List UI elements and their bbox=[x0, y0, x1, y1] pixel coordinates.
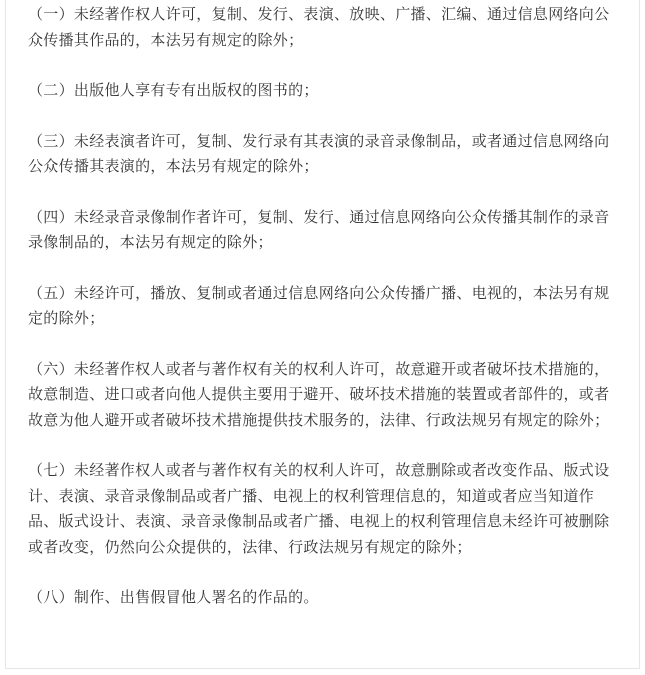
clause-7: （七）未经著作权人或者与著作权有关的权利人许可，故意删除或者改变作品、版式设计、表演、录音录像制品或者广播、电视上的权利管理信息的，知道或者应当知道作品、版式设计、表演、录音录像制品或者广播、电视上的权利管理信息未经许可被删除或者改变，仍然向公众提供的，法律、行政法规另有规定的除外； bbox=[28, 461, 610, 556]
clause-3: （三）未经表演者许可，复制、发行录有其表演的录音录像制品，或者通过信息网络向公众传播其表演的，本法另有规定的除外； bbox=[28, 131, 610, 175]
article-body bbox=[28, 2, 618, 636]
clause-5: （五）未经许可，播放、复制或者通过信息网络向公众传播广播、电视的，本法另有规定的除外； bbox=[28, 283, 610, 327]
clause-1: （一）未经著作权人许可，复制、发行、表演、放映、广播、汇编、通过信息网络向公众传播其作品的，本法另有规定的除外； bbox=[28, 5, 610, 49]
clause-2: （二）出版他人享有专有出版权的图书的； bbox=[28, 81, 319, 99]
clause-6: （六）未经著作权人或者与著作权有关的权利人许可，故意避开或者破坏技术措施的，故意制造、进口或者向他人提供主要用于避开、破坏技术措施的装置或者部件的，或者故意为他人避开或者破坏技术措施提供技术服务的，法律、行政法规另有规定的除外； bbox=[28, 359, 610, 429]
clause-8: （八）制作、出售假冒他人署名的作品的。 bbox=[28, 588, 319, 606]
clause-4: （四）未经录音录像制作者许可，复制、发行、通过信息网络向公众传播其制作的录音录像制品的，本法另有规定的除外； bbox=[28, 207, 610, 251]
